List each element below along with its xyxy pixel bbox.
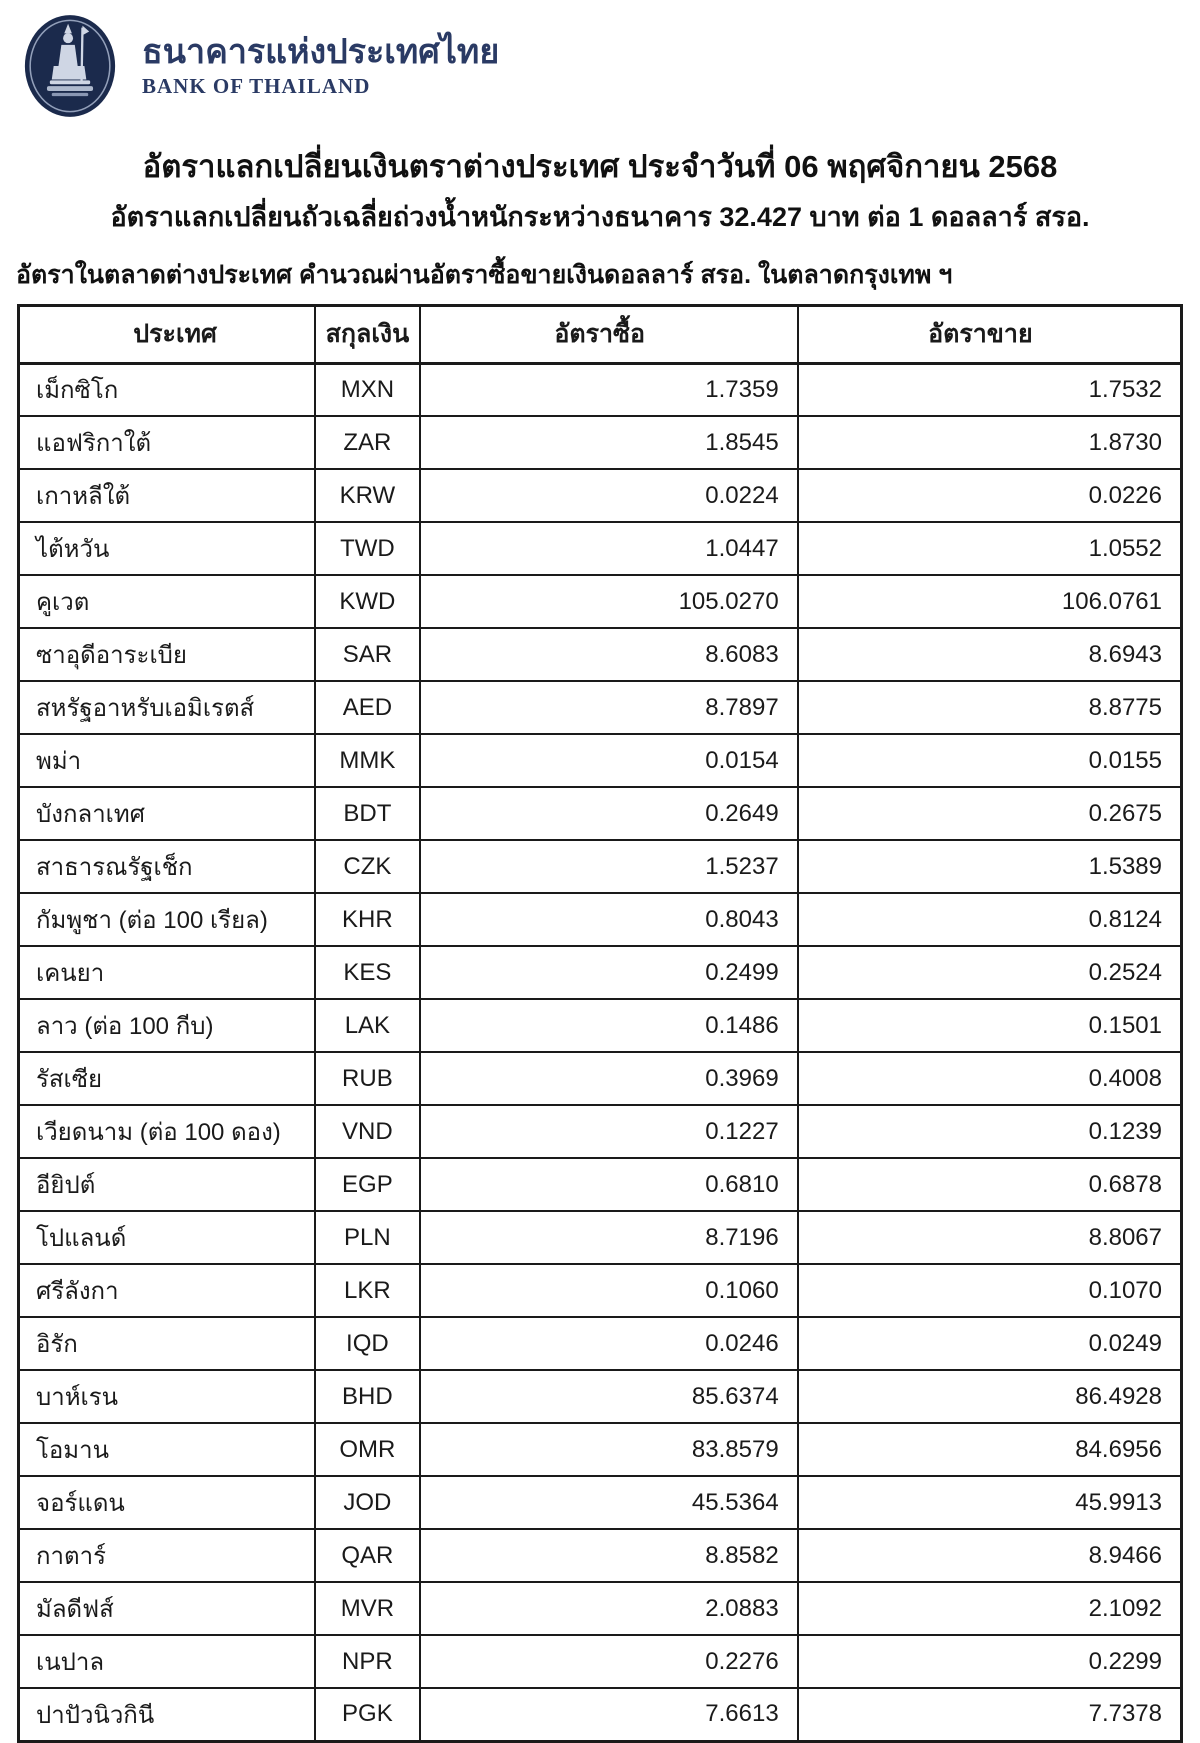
- sell-rate-cell: 1.7532: [798, 363, 1182, 416]
- table-row: [19, 1211, 1182, 1264]
- currency-cell: LKR: [315, 1264, 420, 1317]
- table-row: [19, 999, 1182, 1052]
- sell-rate-cell: 0.0155: [798, 734, 1182, 787]
- currency-cell: SAR: [315, 628, 420, 681]
- country-cell: ไต้หวัน: [19, 522, 316, 575]
- country-cell: เกาหลีใต้: [19, 469, 316, 522]
- sell-rate-cell: 8.8067: [798, 1211, 1182, 1264]
- buy-rate-cell: 1.8545: [420, 416, 798, 469]
- table-row: [19, 469, 1182, 522]
- country-cell: จอร์แดน: [19, 1476, 316, 1529]
- table-row: [19, 522, 1182, 575]
- country-cell: มัลดีฟส์: [19, 1582, 316, 1635]
- country-cell: บาห์เรน: [19, 1370, 316, 1423]
- country-cell: สาธารณรัฐเช็ก: [19, 840, 316, 893]
- table-row: [19, 1317, 1182, 1370]
- country-cell: คูเวต: [19, 575, 316, 628]
- currency-cell: VND: [315, 1105, 420, 1158]
- country-cell: ซาอุดีอาระเบีย: [19, 628, 316, 681]
- sell-rate-cell: 106.0761: [798, 575, 1182, 628]
- buy-rate-cell: 0.2649: [420, 787, 798, 840]
- currency-cell: TWD: [315, 522, 420, 575]
- currency-cell: MVR: [315, 1582, 420, 1635]
- buy-rate-cell: 8.8582: [420, 1529, 798, 1582]
- country-cell: สหรัฐอาหรับเอมิเรตส์: [19, 681, 316, 734]
- sell-rate-cell: 0.1070: [798, 1264, 1182, 1317]
- table-row: [19, 1370, 1182, 1423]
- sell-rate-cell: 1.5389: [798, 840, 1182, 893]
- table-row: [19, 1158, 1182, 1211]
- currency-cell: PLN: [315, 1211, 420, 1264]
- currency-cell: QAR: [315, 1529, 420, 1582]
- column-header-buy-rate: อัตราซื้อ: [420, 305, 798, 363]
- buy-rate-cell: 0.6810: [420, 1158, 798, 1211]
- country-cell: รัสเซีย: [19, 1052, 316, 1105]
- table-row: [19, 1264, 1182, 1317]
- sell-rate-cell: 45.9913: [798, 1476, 1182, 1529]
- sell-rate-cell: 1.8730: [798, 416, 1182, 469]
- currency-cell: AED: [315, 681, 420, 734]
- market-note: อัตราในตลาดต่างประเทศ คำนวณผ่านอัตราซื้อขายเงินดอลลาร์ สรอ. ในตลาดกรุงเทพ ฯ: [16, 260, 953, 289]
- currency-cell: ZAR: [315, 416, 420, 469]
- country-cell: เม็กซิโก: [19, 363, 316, 416]
- buy-rate-cell: 2.0883: [420, 1582, 798, 1635]
- country-cell: โปแลนด์: [19, 1211, 316, 1264]
- table-header: [19, 305, 1182, 363]
- currency-cell: OMR: [315, 1423, 420, 1476]
- currency-cell: BDT: [315, 787, 420, 840]
- buy-rate-cell: 0.3969: [420, 1052, 798, 1105]
- buy-rate-cell: 8.7897: [420, 681, 798, 734]
- table-row: [19, 416, 1182, 469]
- sell-rate-cell: 8.6943: [798, 628, 1182, 681]
- sell-rate-cell: 0.1239: [798, 1105, 1182, 1158]
- buy-rate-cell: 1.0447: [420, 522, 798, 575]
- sell-rate-cell: 0.2675: [798, 787, 1182, 840]
- page-title: อัตราแลกเปลี่ยนเงินตราต่างประเทศ ประจำวันที่ 06 พฤศจิกายน 2568: [142, 149, 1058, 184]
- exchange-rates-table: [17, 304, 1183, 1743]
- sell-rate-cell: 0.0226: [798, 469, 1182, 522]
- buy-rate-cell: 0.1227: [420, 1105, 798, 1158]
- buy-rate-cell: 1.5237: [420, 840, 798, 893]
- buy-rate-cell: 8.6083: [420, 628, 798, 681]
- country-cell: เคนยา: [19, 946, 316, 999]
- currency-cell: NPR: [315, 1635, 420, 1688]
- country-cell: กัมพูชา (ต่อ 100 เรียล): [19, 893, 316, 946]
- currency-cell: KWD: [315, 575, 420, 628]
- buy-rate-cell: 7.6613: [420, 1688, 798, 1741]
- column-header-sell-rate: อัตราขาย: [798, 305, 1182, 363]
- sell-rate-cell: 7.7378: [798, 1688, 1182, 1741]
- buy-rate-cell: 0.0154: [420, 734, 798, 787]
- buy-rate-cell: 0.0246: [420, 1317, 798, 1370]
- buy-rate-cell: 0.0224: [420, 469, 798, 522]
- country-cell: อียิปต์: [19, 1158, 316, 1211]
- sell-rate-cell: 84.6956: [798, 1423, 1182, 1476]
- buy-rate-cell: 0.2499: [420, 946, 798, 999]
- buy-rate-cell: 85.6374: [420, 1370, 798, 1423]
- country-cell: โอมาน: [19, 1423, 316, 1476]
- table-row: [19, 1423, 1182, 1476]
- currency-cell: KHR: [315, 893, 420, 946]
- table-row: [19, 575, 1182, 628]
- currency-cell: EGP: [315, 1158, 420, 1211]
- table-row: [19, 1476, 1182, 1529]
- sell-rate-cell: 0.8124: [798, 893, 1182, 946]
- buy-rate-cell: 0.2276: [420, 1635, 798, 1688]
- sell-rate-cell: 0.2299: [798, 1635, 1182, 1688]
- currency-cell: MXN: [315, 363, 420, 416]
- currency-cell: KES: [315, 946, 420, 999]
- table-row: [19, 893, 1182, 946]
- table-row: [19, 734, 1182, 787]
- table-row: [19, 1688, 1182, 1741]
- country-cell: อิรัก: [19, 1317, 316, 1370]
- country-cell: ลาว (ต่อ 100 กีบ): [19, 999, 316, 1052]
- table-row: [19, 840, 1182, 893]
- buy-rate-cell: 0.1486: [420, 999, 798, 1052]
- table-row: [19, 628, 1182, 681]
- currency-cell: LAK: [315, 999, 420, 1052]
- bank-name-thai: ธนาคารแห่งประเทศไทย: [142, 33, 500, 71]
- buy-rate-cell: 83.8579: [420, 1423, 798, 1476]
- currency-cell: KRW: [315, 469, 420, 522]
- buy-rate-cell: 45.5364: [420, 1476, 798, 1529]
- buy-rate-cell: 1.7359: [420, 363, 798, 416]
- column-header-country: ประเทศ: [19, 305, 316, 363]
- table-row: [19, 1635, 1182, 1688]
- sell-rate-cell: 0.1501: [798, 999, 1182, 1052]
- currency-cell: IQD: [315, 1317, 420, 1370]
- column-header-currency: สกุลเงิน: [315, 305, 420, 363]
- country-cell: พม่า: [19, 734, 316, 787]
- sell-rate-cell: 8.8775: [798, 681, 1182, 734]
- currency-cell: JOD: [315, 1476, 420, 1529]
- sell-rate-cell: 8.9466: [798, 1529, 1182, 1582]
- table-row: [19, 681, 1182, 734]
- sell-rate-cell: 0.2524: [798, 946, 1182, 999]
- table-row: [19, 1105, 1182, 1158]
- country-cell: กาตาร์: [19, 1529, 316, 1582]
- currency-cell: BHD: [315, 1370, 420, 1423]
- country-cell: เวียดนาม (ต่อ 100 ดอง): [19, 1105, 316, 1158]
- country-cell: เนปาล: [19, 1635, 316, 1688]
- sell-rate-cell: 86.4928: [798, 1370, 1182, 1423]
- country-cell: ศรีลังกา: [19, 1264, 316, 1317]
- bank-of-thailand-emblem-icon: [22, 12, 118, 120]
- table-row: [19, 1052, 1182, 1105]
- table-row: [19, 787, 1182, 840]
- sell-rate-cell: 1.0552: [798, 522, 1182, 575]
- currency-cell: MMK: [315, 734, 420, 787]
- sell-rate-cell: 2.1092: [798, 1582, 1182, 1635]
- table-row: [19, 363, 1182, 416]
- bank-name-english: BANK OF THAILAND: [142, 74, 371, 99]
- currency-cell: PGK: [315, 1688, 420, 1741]
- logo-block: [0, 0, 1200, 122]
- sell-rate-cell: 0.0249: [798, 1317, 1182, 1370]
- table-row: [19, 946, 1182, 999]
- country-cell: แอฟริกาใต้: [19, 416, 316, 469]
- buy-rate-cell: 8.7196: [420, 1211, 798, 1264]
- sell-rate-cell: 0.4008: [798, 1052, 1182, 1105]
- country-cell: บังกลาเทศ: [19, 787, 316, 840]
- buy-rate-cell: 0.8043: [420, 893, 798, 946]
- header-row: [19, 305, 1182, 363]
- sell-rate-cell: 0.6878: [798, 1158, 1182, 1211]
- buy-rate-cell: 105.0270: [420, 575, 798, 628]
- country-cell: ปาปัวนิวกินี: [19, 1688, 316, 1741]
- table-row: [19, 1582, 1182, 1635]
- table-row: [19, 1529, 1182, 1582]
- rates-table-body: [19, 363, 1182, 1741]
- buy-rate-cell: 0.1060: [420, 1264, 798, 1317]
- currency-cell: CZK: [315, 840, 420, 893]
- currency-cell: RUB: [315, 1052, 420, 1105]
- page-subtitle: อัตราแลกเปลี่ยนถัวเฉลี่ยถ่วงน้ำหนักระหว่างธนาคาร 32.427 บาท ต่อ 1 ดอลลาร์ สรอ.: [110, 202, 1090, 233]
